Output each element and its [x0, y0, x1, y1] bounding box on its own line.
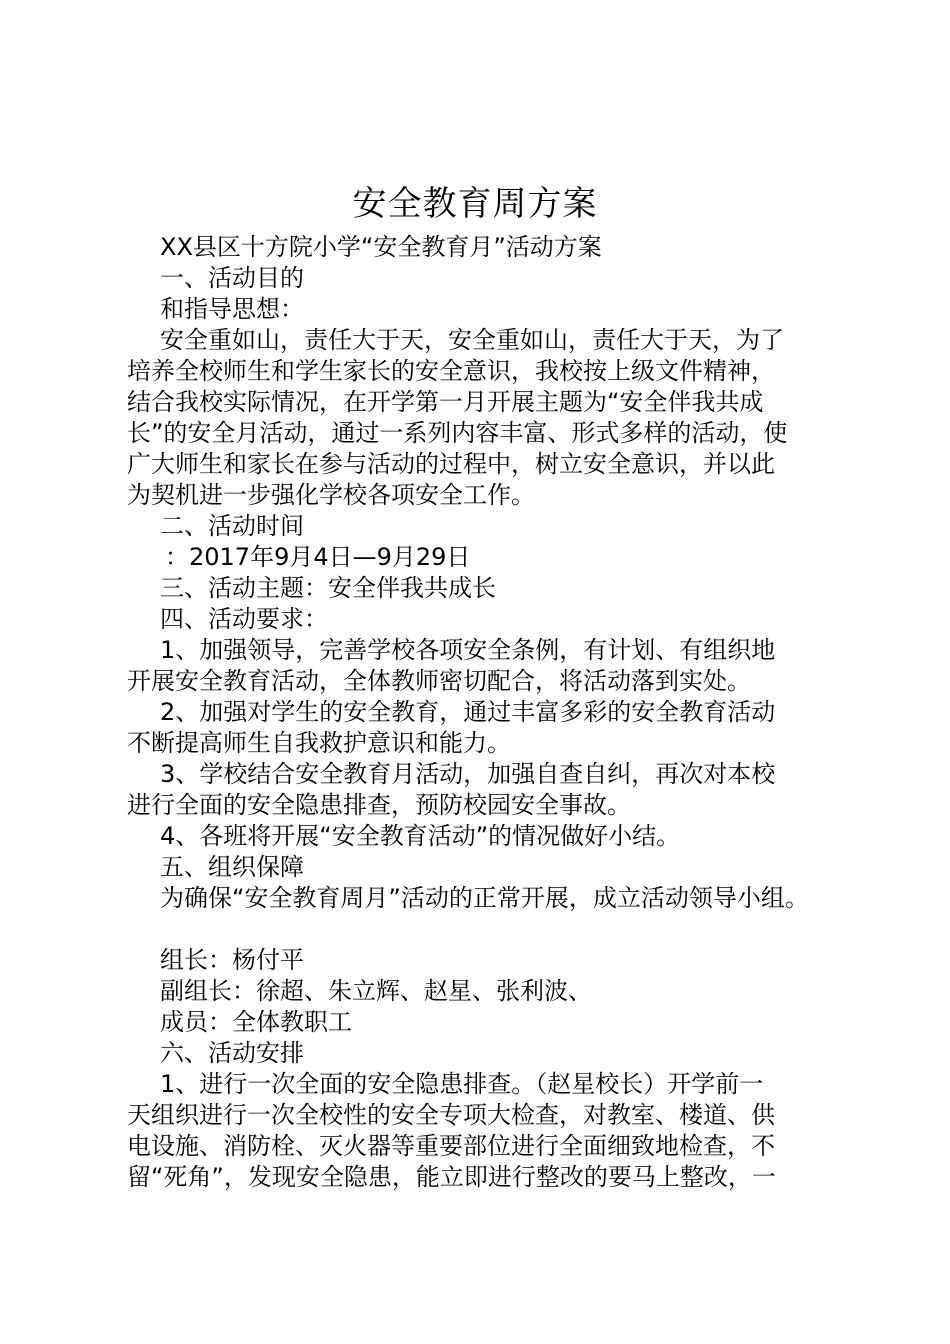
paragraph-line: 结合我校实际情况，在开学第一月开展主题为“安全伴我共成 — [127, 388, 764, 416]
arrangement-item-1-cont: 留“死角”，发现安全隐患，能立即进行整改的要马上整改，一 — [127, 1163, 776, 1191]
section-heading-6: 六、活动安排 — [160, 1039, 304, 1067]
section-heading-3: 三、活动主题：安全伴我共成长 — [160, 574, 496, 602]
team-deputy-leaders: 副组长：徐超、朱立辉、赵星、张利波、 — [160, 977, 592, 1005]
paragraph-line: 为契机进一步强化学校各项安全工作。 — [127, 481, 535, 509]
section-heading-1-cont: 和指导思想： — [160, 295, 304, 323]
requirement-item-1: 1、加强领导，完善学校各项安全条例，有计划、有组织地 — [160, 636, 776, 664]
paragraph-line: 长”的安全月活动，通过一系列内容丰富、形式多样的活动，使 — [127, 419, 788, 447]
organization-statement: 为确保“安全教育周月”活动的正常开展，成立活动领导小组。 — [160, 884, 809, 912]
paragraph-line: 广大师生和家长在参与活动的过程中，树立安全意识，并以此 — [127, 450, 775, 478]
section-heading-2: 二、活动时间 — [160, 512, 304, 540]
requirement-item-2: 2、加强对学生的安全教育，通过丰富多彩的安全教育活动 — [160, 698, 776, 726]
document-body — [127, 232, 842, 1193]
paragraph-line: 安全重如山，责任大于天，安全重如山，责任大于天，为了 — [160, 326, 784, 354]
requirement-item-1-cont: 开展安全教育活动，全体教师密切配合，将活动落到实处。 — [127, 667, 751, 695]
arrangement-item-1: 1、进行一次全面的安全隐患排查。（赵星校长）开学前一 — [160, 1070, 764, 1098]
document-title: 安全教育周方案 — [352, 184, 598, 224]
section-heading-1: 一、活动目的 — [160, 264, 304, 292]
arrangement-item-1-cont: 电设施、消防栓、灭火器等重要部位进行全面细致地检查，不 — [127, 1132, 775, 1160]
arrangement-item-1-cont: 天组织进行一次全校性的安全专项大检查，对教室、楼道、供 — [127, 1101, 775, 1129]
paragraph-line: 培养全校师生和学生家长的安全意识，我校按上级文件精神， — [127, 357, 775, 385]
section-heading-4: 四、活动要求： — [160, 605, 328, 633]
team-leader: 组长：杨付平 — [160, 946, 304, 974]
requirement-item-2-cont: 不断提高师生自我救护意识和能力。 — [127, 729, 511, 757]
team-members: 成员：全体教职工 — [160, 1008, 352, 1036]
activity-dates: ：2017年9月4日—9月29日 — [165, 543, 471, 571]
requirement-item-4: 4、各班将开展“安全教育活动”的情况做好小结。 — [160, 822, 681, 850]
requirement-item-3-cont: 进行全面的安全隐患排查，预防校园安全事故。 — [127, 791, 631, 819]
subtitle-line: XX县区十方院小学“安全教育月”活动方案 — [160, 233, 602, 261]
requirement-item-3: 3、学校结合安全教育月活动，加强自查自纠，再次对本校 — [160, 760, 776, 788]
section-heading-5: 五、组织保障 — [160, 853, 304, 881]
blank-line — [127, 914, 842, 945]
